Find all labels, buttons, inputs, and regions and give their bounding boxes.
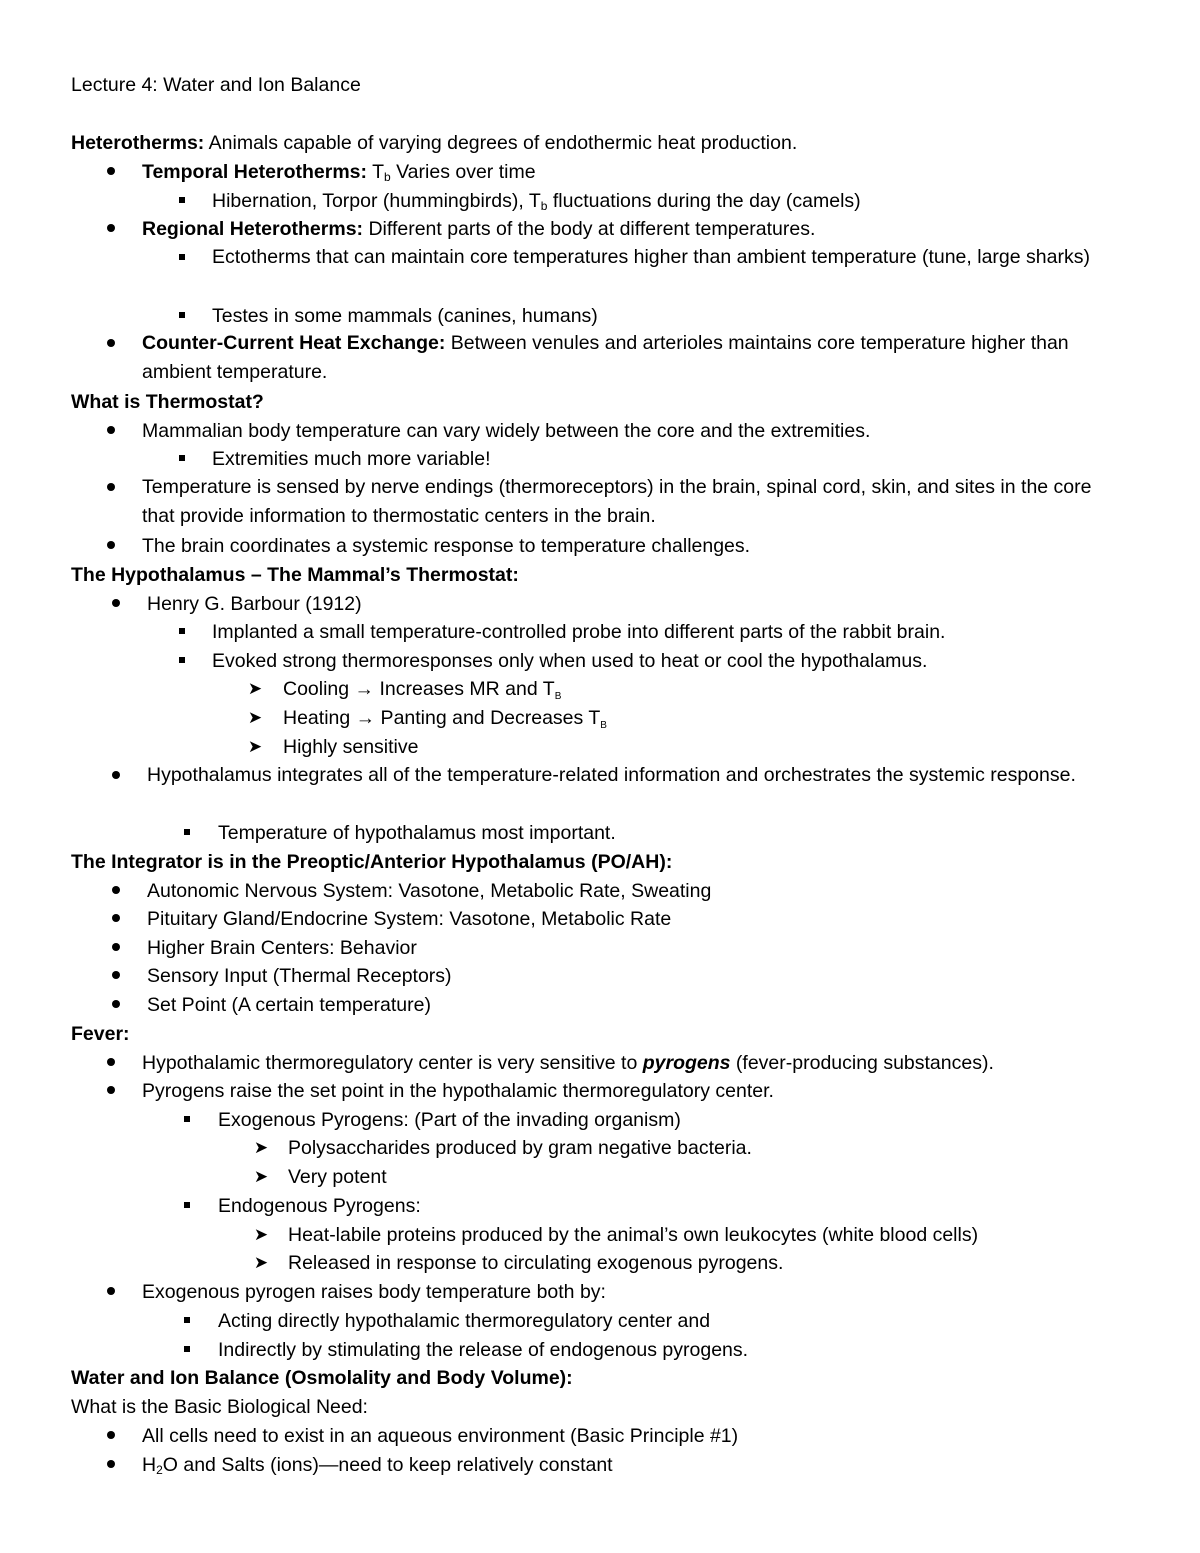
bullet-icon [106, 933, 126, 963]
subheading: What is the Basic Biological Need: [71, 1396, 368, 1418]
list-item: Acting directly hypothalamic thermoregulatory center and [0, 1306, 1200, 1336]
list-item: Exogenous pyrogen raises body temperature both by: [0, 1277, 1200, 1307]
list-item: Evoked strong thermoresponses only when used to heat or cool the hypothalamus. [0, 646, 1200, 676]
right-arrow-icon: → [354, 678, 375, 700]
list-item: $H_2O$ and Salts (ions)—need to keep relatively constant [0, 1450, 1200, 1480]
bullet-icon [101, 1048, 121, 1078]
list-item: ➤ Highly sensitive [0, 732, 1200, 762]
arrowhead-bullet-icon: ➤ [247, 708, 263, 727]
list-item: Temperature is sensed by nerve endings (thermoreceptors) in the brain, spinal cord, skin, and sites in the core that provide information to thermostatic centers in the brain. [0, 473, 1200, 533]
section-heading: Fever: [71, 1023, 130, 1045]
list-item: Exogenous Pyrogens: (Part of the invading organism) [0, 1105, 1200, 1135]
list-item: Counter-Current Heat Exchange: Between venules and arterioles maintains core temperature higher than ambient temperature. [0, 329, 1200, 389]
list-item: Pyrogens raise the set point in the hypothalamic thermoregulatory center. [0, 1076, 1200, 1106]
section-heading: The Integrator is in the Preoptic/Anterior Hypothalamus (PO/AH): [71, 851, 673, 873]
list-item: Hypothalamus integrates all of the temperature-related information and orchestrates the systemic response. [0, 761, 1200, 821]
list-item: ➤ Heat-labile proteins produced by the animal’s own leukocytes (white blood cells) [0, 1220, 1200, 1250]
square-bullet-icon [177, 1335, 197, 1365]
square-bullet-icon [172, 617, 192, 647]
bullet-icon [101, 1277, 121, 1307]
list-item: All cells need to exist in an aqueous environment (Basic Principle #1) [0, 1421, 1200, 1451]
list-item: Indirectly by stimulating the release of endogenous pyrogens. [0, 1335, 1200, 1365]
bullet-icon [106, 990, 126, 1020]
list-item: Mammalian body temperature can vary widely between the core and the extremities. [0, 416, 1200, 446]
list-item: Autonomic Nervous System: Vasotone, Metabolic Rate, Sweating [0, 876, 1200, 906]
bullet-icon [106, 589, 126, 619]
bullet-icon [101, 1450, 121, 1480]
section-heading: The Hypothalamus – The Mammal’s Thermostat: [71, 564, 519, 586]
bullet-icon [106, 904, 126, 934]
bullet-icon [106, 761, 126, 791]
bullet-icon [101, 1076, 121, 1106]
square-bullet-icon [172, 646, 192, 676]
bullet-icon [101, 473, 121, 503]
list-item: ➤ Very potent [0, 1162, 1200, 1192]
square-bullet-icon [177, 818, 197, 848]
arrowhead-bullet-icon: ➤ [247, 679, 263, 698]
arrowhead-bullet-icon: ➤ [253, 1167, 269, 1186]
square-bullet-icon [177, 1306, 197, 1336]
list-item: Endogenous Pyrogens: [0, 1191, 1200, 1221]
list-item: Extremities much more variable! [0, 444, 1200, 474]
bullet-icon [101, 1421, 121, 1451]
square-bullet-icon [177, 1191, 197, 1221]
square-bullet-icon [172, 301, 192, 331]
list-item: Implanted a small temperature-controlled probe into different parts of the rabbit brain. [0, 617, 1200, 647]
arrowhead-bullet-icon: ➤ [253, 1253, 269, 1272]
bullet-icon [101, 416, 121, 446]
list-item: Regional Heterotherms: Different parts of the body at different temperatures. [0, 214, 1200, 244]
arrowhead-bullet-icon: ➤ [253, 1225, 269, 1244]
list-item: Temporal Heterotherms: $T_b$ Varies over time [0, 157, 1200, 187]
bullet-icon [106, 961, 126, 991]
list-item: Temperature of hypothalamus most important. [0, 818, 1200, 848]
list-item: Sensory Input (Thermal Receptors) [0, 961, 1200, 991]
square-bullet-icon [172, 186, 192, 216]
list-item: ➤ Cooling → Increases MR and $T_B$ [0, 674, 1200, 704]
list-item: Ectotherms that can maintain core temperatures higher than ambient temperature (tune, large sharks) [0, 243, 1200, 303]
square-bullet-icon [172, 444, 192, 474]
arrowhead-bullet-icon: ➤ [247, 737, 263, 756]
list-item: Pituitary Gland/Endocrine System: Vasotone, Metabolic Rate [0, 904, 1200, 934]
bullet-icon [101, 531, 121, 561]
right-arrow-icon: → [355, 707, 376, 729]
list-item: Henry G. Barbour (1912) [0, 589, 1200, 619]
list-item: ➤ Heating → Panting and Decreases $T_B$ [0, 703, 1200, 733]
arrowhead-bullet-icon: ➤ [253, 1138, 269, 1157]
bullet-icon [101, 329, 121, 359]
list-item: Testes in some mammals (canines, humans) [0, 301, 1200, 331]
list-item: ➤ Polysaccharides produced by gram negative bacteria. [0, 1133, 1200, 1163]
square-bullet-icon [177, 1105, 197, 1135]
list-item: Hypothalamic thermoregulatory center is very sensitive to pyrogens (fever-producing substances). [0, 1048, 1200, 1078]
list-item: Set Point (A certain temperature) [0, 990, 1200, 1020]
bullet-icon [106, 876, 126, 906]
bullet-icon [101, 214, 121, 244]
section-heading: What is Thermostat? [71, 391, 264, 413]
document-title: Lecture 4: Water and Ion Balance [71, 74, 361, 96]
section-heading: Water and Ion Balance (Osmolality and Body Volume): [71, 1367, 573, 1389]
list-item: The brain coordinates a systemic response to temperature challenges. [0, 531, 1200, 561]
list-item: ➤ Released in response to circulating exogenous pyrogens. [0, 1248, 1200, 1278]
bullet-icon [101, 157, 121, 187]
square-bullet-icon [172, 243, 192, 273]
heterotherms-heading: Heterotherms: Animals capable of varying degrees of endothermic heat production. [71, 132, 798, 154]
list-item: Higher Brain Centers: Behavior [0, 933, 1200, 963]
list-item: Hibernation, Torpor (hummingbirds), $T_b$ fluctuations during the day (camels) [0, 186, 1200, 216]
